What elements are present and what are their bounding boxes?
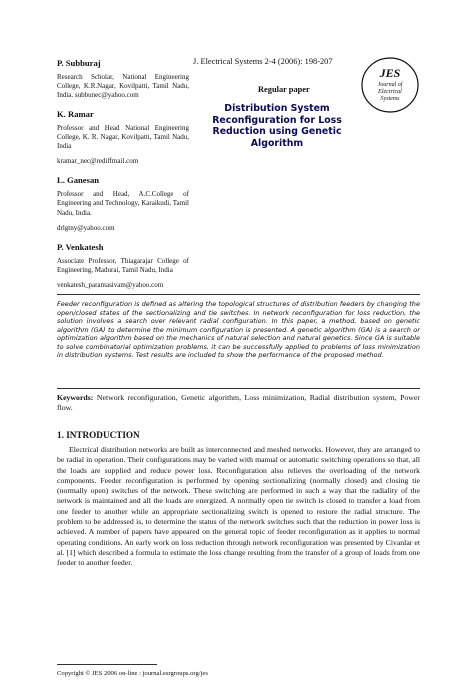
author-column (57, 58, 189, 299)
author-name: P. Venkatesh (57, 241, 104, 252)
author-affiliation: Research Scholar, National Engineering College, K.R.Nagar, Kovilpatti, Tamil Nadu, India. subbunec@yahoo.com (57, 73, 189, 100)
abstract: Feeder reconfiguration is defined as altering the topological structures of distribution feeders by changing the open/closed states of the sectionalizing and tie switches. In network reconfiguration for loss reduction, the solution involves a search over relevant radial configuration. In this paper, a method, based on genetic algorithm (GA) to determine the minimum configuration is presented. A genetic algorithm (GA) is a search or optimization algorithm based on the mechanics of natural selection and natural genetics. Since GA is suitable to solve combinatorial optimization problems, it can be successfully applied to problems of loss minimization in distribution systems. Test results are included to show the performance of the proposed method. (57, 300, 420, 359)
journal-reference: J. Electrical Systems 2-4 (2006): 198-207 (193, 57, 333, 66)
author-name: P. Subburaj (57, 58, 101, 68)
author-affiliation: Associate Professor, Thiagarajar College of Engineering, Madurai, Tamil Nadu, India (57, 256, 189, 275)
logo-line: Systems (380, 96, 400, 102)
paper-title: Distribution System Reconfiguration for Loss Reduction using Genetic Algorithm (212, 103, 342, 149)
author-email[interactable]: drlgtny@yahoo.com (57, 223, 115, 232)
logo-line: Electrical (378, 89, 402, 95)
author-affiliation: Professor and Head, A.C.College of Engineering and Technology, Karaikudi, Tamil Nadu, India. (57, 190, 189, 217)
footer-rule (57, 664, 157, 665)
introduction-paragraph: Electrical distribution networks are built as interconnected and meshed networks. However, they are arranged to be radial in operation. Their configurations may be varied with manual or automatic switching operations so that, all the loads are supplied and reduce power loss. Reconfiguration also relieves the overloading of the network components. Feeder reconfiguration is performed by opening sectionalizing (normally closed) and closing tie (normally open) switches of the network. These switching are performed in such a way that the radiality of the network is maintained and all the loads are energized. A normally open tie switch is closed to transfer a load from one feeder to another while an appropriate sectionalizing switch is opened to restore the radial structure. The problem to be addressed is, to determine the status of the network switches such that the reduction in power loss is achieved. A number of papers have appeared on the general topic of feeder reconfiguration as it applies to normal operating conditions. An early work on loss reduction through network reconfiguration was presented by Civanlar et al. [1] which described a formula to estimate the loss change resulting from the transfer of a group of loads from one feeder to another feeder. (57, 445, 420, 568)
paper-type-label: Regular paper (258, 85, 310, 94)
keywords-label: Keywords: (57, 393, 94, 402)
author-email[interactable]: kramar_nec@rediffmail.com (57, 157, 139, 166)
author-block (57, 109, 189, 166)
keywords-text: Network reconfiguration, Genetic algorithm, Loss minimization, Radial distribution system, Power flow. (57, 393, 420, 412)
author-affiliation: Professor and Head National Engineering College, K. R. Nagar, Kovilpatti, Tamil Nadu, India (57, 123, 189, 151)
logo-letters: JES (379, 66, 401, 80)
keywords (57, 393, 420, 413)
logo-caption (362, 82, 418, 103)
author-email[interactable]: venkatesh_paramasivam@yahoo.com (57, 281, 164, 290)
logo-line: Journal of (377, 82, 403, 88)
author-block (57, 58, 189, 101)
abstract-bottom-rule (57, 388, 420, 389)
author-block (57, 175, 189, 232)
author-name: L. Ganesan (57, 175, 100, 186)
author-name: K. Ramar (57, 108, 94, 119)
section-heading: 1. INTRODUCTION (57, 430, 140, 440)
author-block (57, 242, 189, 289)
abstract-top-rule (57, 294, 420, 295)
footer-copyright: Copyright © JES 2006 on-line : journal.esrgroups.org/jes (57, 670, 208, 677)
